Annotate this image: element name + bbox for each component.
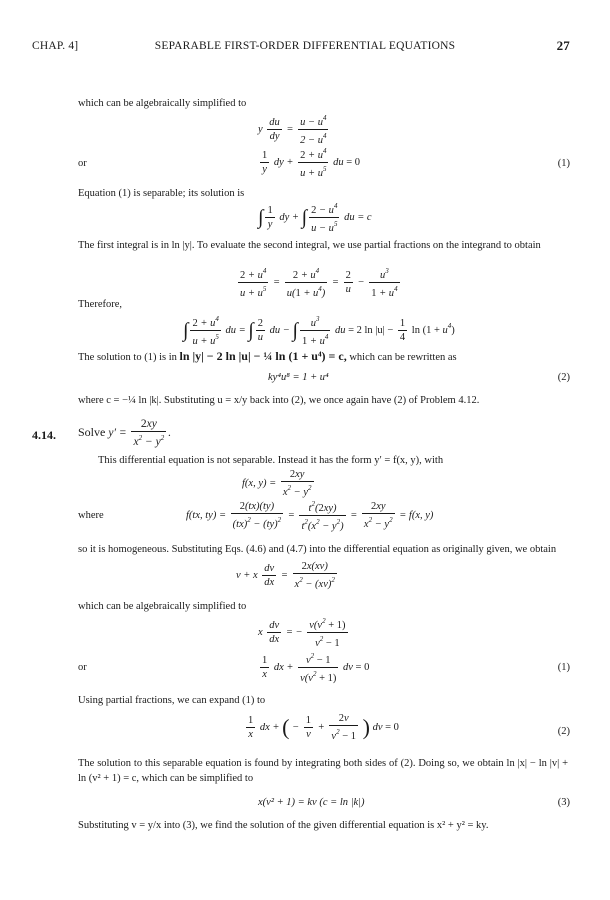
- paragraph: The solution to this separable equation is found by integrating both sides of (2). Doing so, we obtain ln |x| − ln |v| + ln (v² + 1) = c, which can be simplified to: [78, 758, 568, 784]
- paragraph: [78, 349, 568, 365]
- equation: $\frac{1}{y}$ dy + $\frac{2 + u^4}{u + u^5}$ du = 0: [262, 147, 361, 179]
- page-header-title: SEPARABLE FIRST-ORDER DIFFERENTIAL EQUATIONS: [154, 40, 456, 52]
- paragraph: The first integral is in ln |y|. To evaluate the second integral, we use partial fractions on the integrand to obtain: [78, 240, 541, 251]
- paragraph: This differential equation is not separable. Instead it has the form y′ = f(x, y), with: [98, 455, 444, 466]
- problem-number: 4.14.: [32, 428, 56, 442]
- equation-label: (1): [557, 662, 570, 673]
- equation: $\frac{1}{x}$ dx + $\frac{v^2 - 1}{v(v^2 + 1)}$ dv = 0: [262, 652, 370, 684]
- equation: ky⁴u⁸ = 1 + u⁴: [268, 372, 329, 383]
- equation: f(tx, ty) = $\frac{2(tx)(ty)}{(tx)^2 - (ty)^2}$ = $\frac{t^2(2xy)}{t^2(x^2 - y^2)}$ = $\frac{2xy}{x^2 - y^2}$ = f(x, y): [186, 500, 434, 532]
- text-span: The solution to (1) is in: [78, 352, 177, 363]
- paragraph: Equation (1) is separable; its solution is: [78, 188, 245, 199]
- equation: x $\frac{dv}{dx}$ = − $\frac{v(v^2 + 1)}{v^2 - 1}$: [258, 617, 346, 649]
- equation: x(v² + 1) = kv (c = ln |k|): [258, 797, 365, 808]
- equation: $\frac{1}{x}$ dx + ( − $\frac{1}{v}$ + $\frac{2v}{v^2 - 1}$ ) dv = 0: [248, 713, 399, 742]
- text-span: which can be rewritten as: [349, 352, 457, 363]
- paragraph: Using partial fractions, we can expand (1) to: [78, 695, 266, 706]
- equation: f(x, y) = $\frac{2xy}{x^2 - y^2}$: [242, 469, 312, 498]
- equation-label: (3): [557, 797, 570, 808]
- equation-label: (2): [557, 726, 570, 737]
- connector-or: or: [78, 662, 87, 673]
- problem-statement: [78, 418, 171, 449]
- equation: $\frac{2 + u^4}{u + u^5}$ = $\frac{2 + u^4}{u(1 + u^4)}$ = $\frac{2}{u}$ − $\frac{u^3}{1 + u^4}$: [240, 267, 398, 299]
- text-span: ln |y| − 2 ln |u| − ¼ ln (1 + u⁴) = c,: [179, 349, 347, 363]
- paragraph: where c = −¼ ln |k|. Substituting u = x/y back into (2), we once again have (2) of Problem 4.12.: [78, 395, 480, 406]
- paragraph: Therefore,: [78, 299, 123, 310]
- equation: y $\frac{du}{dy}$ = $\frac{u - u^4}{2 - u^4}$: [258, 114, 327, 146]
- page-number: 27: [556, 38, 570, 53]
- chapter-label: CHAP. 4]: [32, 40, 79, 52]
- paragraph: Substituting v = y/x into (3), we find the solution of the given differential equation is x² + y² = ky.: [78, 820, 489, 831]
- equation: v + x $\frac{dv}{dx}$ = $\frac{2x(xv)}{x^2 - (xv)^2}$: [236, 561, 335, 590]
- text-span: Solve: [78, 425, 106, 440]
- paragraph: so it is homogeneous. Substituting Eqs. (4.6) and (4.7) into the differential equation as originally given, we obtain: [78, 544, 557, 555]
- equation-label: (2): [557, 372, 570, 383]
- connector-or: or: [78, 158, 87, 169]
- connector-where: where: [78, 510, 104, 521]
- equation: y′ = $\frac{2xy}{x^2 - y^2}$ .: [108, 418, 172, 448]
- equation: ∫ $\frac{1}{y}$ dy + ∫ $\frac{2 - u^4}{u - u^5}$ du = c: [258, 202, 372, 234]
- paragraph: which can be algebraically simplified to: [78, 601, 247, 612]
- paragraph: which can be algebraically simplified to: [78, 98, 247, 109]
- equation-label: (1): [557, 158, 570, 169]
- equation: ∫ $\frac{2 + u^4}{u + u^5}$ du = ∫ $\frac{2}{u}$ du − ∫ $\frac{u^3}{1 + u^4}$ du = 2 ln |u| − $\frac{1}{4}$ $\ln (1 + u^4)$: [183, 315, 455, 347]
